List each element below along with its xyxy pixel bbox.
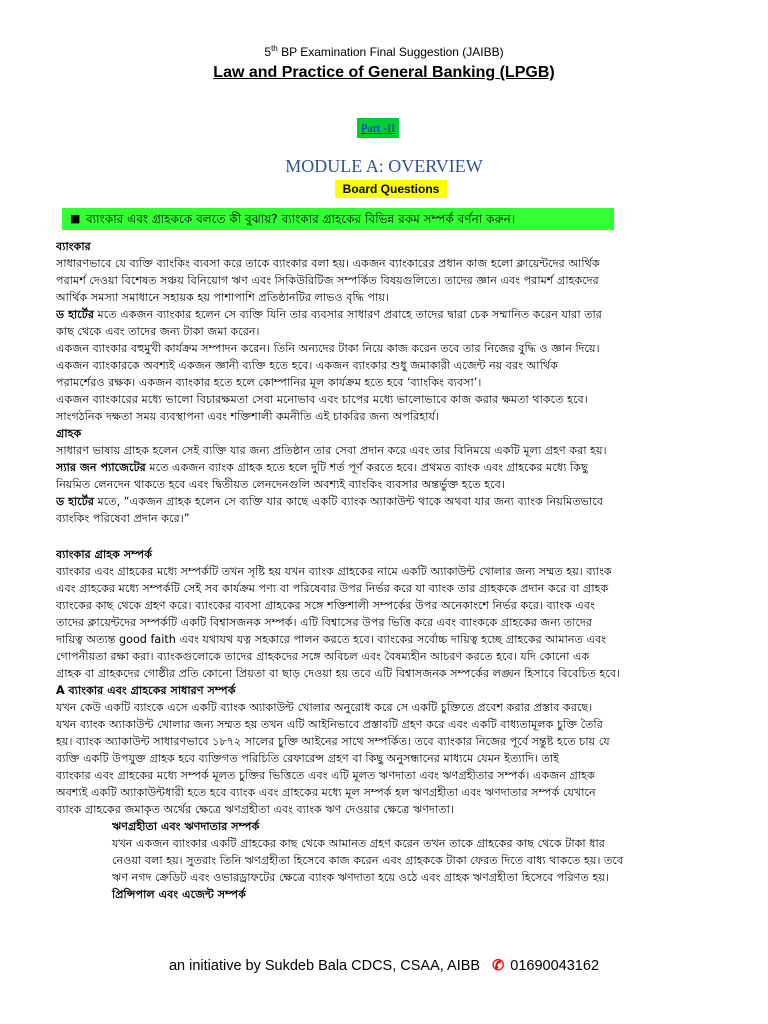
paragraph-line: ব্যাংকার এবং গ্রাহকের মধ্যে সম্পর্ক মূলত চুক্তির ভিত্তিতে এবং এটি মূলত ঋণদাতা এবং ঋণগ্রহীতার সম্পর্ক। একজন গ্রাহক <box>56 769 595 782</box>
footer <box>0 958 768 974</box>
paragraph-line: ব্যক্তি একটি উপযুক্ত গ্রাহক হবে ব্যক্তিগত পরিচিতি রেফারেন্স গ্রহণ বা কিছু অনুসন্ধানের মাধ্যমে যেমন ইত্যাদি। তাই <box>56 752 559 765</box>
exam-subtitle: 5th BP Examination Final Suggestion (JAIBB) <box>264 44 504 59</box>
paragraph-line: অবশ্যই একটি অ্যাকাউন্টধারী হতে হবে ব্যাংক এবং গ্রাহকের মধ্যে মূল সম্পর্ক হল ঋণগ্রহীতা এবং ঋণদাতার সম্পর্ক যেখানে <box>56 786 596 799</box>
paragraph-line: যখন কেউ একটি ব্যাংকে এসে একটি ব্যাংক অ্যাকাউন্ট খোলার অনুরোধ করে সে একটি চুক্তিতে প্রবেশ করার প্রস্তাব করছে। <box>56 701 593 714</box>
phone-icon: ✆ <box>492 958 505 974</box>
paragraph-line: কাছ থেকে এবং তাদের জন্য টাকা জমা করেন। <box>56 325 260 338</box>
paragraph-line: দায়িত্ব অত্যন্ত good faith এবং যথাযথ যত্ন সহকারে পালন করতে হবে। ব্যাংকের সর্বোচ্চ দায়িত্ব হচ্ছে গ্রাহকের আমানত এবং <box>56 633 607 646</box>
relation-heading: ব্যাংকার গ্রাহক সম্পর্ক <box>56 548 153 561</box>
paragraph-line: ব্যাংক গ্রাহকের জমাকৃত অর্থের ক্ষেত্রে ঋণগ্রহীতা এবং ব্যাংক ঋণ দেওয়ার ক্ষেত্রে ঋণদাতা। <box>56 803 454 816</box>
bullet-icon: ■ <box>70 212 81 225</box>
paragraph-line: ব্যাংকার এবং গ্রাহকের মধ্যে সম্পর্কটি তখন সৃষ্টি হয় যখন ব্যাংক গ্রাহকের নামে একটি অ্যাকাউন্ট খোলার জন্য সম্মত হয়। ব্যাংক <box>56 565 612 578</box>
question-text: ব্যাংকার এবং গ্রাহককে বলতে কী বুঝায়? ব্যাংকার গ্রাহকের বিভিন্ন রকম সম্পর্ক বর্ণনা করুন। <box>86 212 516 226</box>
paragraph-line: ঋণ নগদ ক্রেডিট এবং ওভারড্রাফটের ক্ষেত্রে ব্যাংক ঋণদাতা হয়ে ওঠে এবং গ্রাহক ঋণগ্রহীতা হিসেবে পরিণত হয়। <box>112 871 609 884</box>
footer-phone: 01690043162 <box>510 958 600 974</box>
paragraph-line: সাংগঠনিক দক্ষতা সময় ব্যবস্থাপনা এবং শক্তিশালী কমনীতি এই চাকরির জন্য অপরিহার্য। <box>56 410 439 423</box>
course-title: Law and Practice of General Banking (LPGB) <box>213 64 555 81</box>
paragraph-line: গোপনীয়তা রক্ষা করা। ব্যাংকগুলোকে তাদের গ্রাহকদের সঙ্গে অবিচল এবং বৈষম্যহীন আচরণ করতে হবে। যদি কোনো এক <box>56 650 590 663</box>
paragraph-line: সাধারণ ভাষায় গ্রাহক হলেন সেই ব্যক্তি যার জন্য প্রতিষ্ঠান তার সেবা প্রদান করে এবং তার বিনিময়ে একটি মূল্য গ্রহণ করা হয়। <box>56 444 607 457</box>
paragraph-line: ড হার্টের মতে একজন ব্যাংকার হলেন সে ব্যক্তি যিনি তার ব্যবসার সাধারণ প্রবাহে তাদের দ্বারা চেক সম্মানিত করেন যারা তার <box>56 308 602 321</box>
paragraph-line: স্যার জন প্যাজেটের মতে একজন ব্যাংক গ্রাহক হতে হলে দুটি শর্ত পূর্ণ করতে হবে। প্রথমত ব্যাংক এবং গ্রাহকের মধ্যে কিছু <box>56 461 588 474</box>
paragraph-line: একজন ব্যাংকারের মধ্যে ভালো বিচারক্ষমতা সেবা মনোভাব এবং চাপের মধ্যে ভালোভাবে কাজ করার ক্ষমতা থাকতে হবে। <box>56 393 588 406</box>
banker-section <box>56 238 728 527</box>
paragraph-line: পরামর্শেরও রক্ষক। একজন ব্যাংকার হতে হলে কোম্পানির মূল কার্যক্রম হতে হবে ‘ব্যাংকিং ব্যবসা’। <box>56 376 482 389</box>
debtor-creditor-heading: ঋণগ্রহীতা এবং ঋণদাতার সম্পর্ক <box>112 820 260 833</box>
paragraph-line: ব্যাংকিং পরিষেবা প্রদান করে।” <box>56 512 190 525</box>
principal-agent-heading: প্রিন্সিপাল এবং এজেন্ট সম্পর্ক <box>112 888 246 901</box>
paragraph-line: নিয়মিত লেনদেন থাকতে হবে এবং দ্বিতীয়ত লেনদেনগুলি অবশ্যই ব্যাংকিং ব্যবসার অন্তর্ভুক্ত হতে হবে। <box>56 478 505 491</box>
paragraph-line: আর্থিক সমস্যা সমাধানে সহায়ক হয় পাশাপাশি প্রতিষ্ঠানটির লাভও বৃদ্ধি পায়। <box>56 291 389 304</box>
hart2-name: ড হার্টের <box>56 495 94 508</box>
paragraph-line: একজন ব্যাংকার বহুমুখী কার্যক্রম সম্পাদন করেন। তিনি অন্যদের টাকা নিয়ে কাজ করেন তবে তার নিজের বুদ্ধি ও জ্ঞান দিয়ে। <box>56 342 600 355</box>
paragraph-line: তাদের ক্লায়েন্টদের সম্পর্কটি একটি বিশ্বাসজনক সম্পর্ক। এটি বিশ্বাসের উপর ভিত্তি করে এবং ব্যাংককে গ্রাহকের জন্য তাদের <box>56 616 593 629</box>
paragraph-line: ড হার্টের মতে, “একজন গ্রাহক হলেন সে ব্যক্তি যার কাছে একটি ব্যাংক অ্যাকাউন্ট থাকে অথবা যার জন্য ব্যাংক নিয়মিতভাবে <box>56 495 603 508</box>
banker-heading: ব্যাংকার <box>56 240 91 253</box>
customer-heading: গ্রাহক <box>56 427 82 440</box>
footer-credit: an initiative by Sukdeb Bala CDCS, CSAA, AIBB <box>168 958 481 974</box>
paragraph-line: পরামর্শ দেওয়া বিশেষত সঞ্চয় বিনিয়োগ ঋণ এবং সিকিউরিটিজ সম্পর্কিত বিষয়গুলিতে। তাদের জ্ঞান এবং পরামর্শ গ্রাহকদের <box>56 274 599 287</box>
paragraph-line: যখন ব্যাংক অ্যাকাউন্ট খোলার জন্য সম্মত হয় তখন এটি আইনিভাবে প্রস্তাবটি গ্রহণ করে এবং একটি বাধ্যতামূলক চুক্তি তৈরি <box>56 718 603 731</box>
paragraph-line: নেওয়া বলা হয়। সুতরাং তিনি ঋণগ্রহীতা হিসেবে কাজ করেন এবং গ্রাহককে টাকা ফেরত দিতে বাধ্য থাকতে হয়। তবে <box>112 854 624 867</box>
general-relation-heading: A ব্যাংকার এবং গ্রাহকের সাধারণ সম্পর্ক <box>56 684 236 697</box>
paragraph-line: গ্রাহক বা গ্রাহকদের গোষ্ঠীর প্রতি কোনো প্রিয়তা বা ছাড় দেওয়া হয় তবে এটি বিশ্বাসজনক সম্পর্কের লঙ্ঘন হিসাবে বিবেচিত হবে। <box>56 667 621 680</box>
paragraph-line: হয়। ব্যাংক অ্যাকাউন্ট সাধারণভাবে ১৮৭২ সালের চুক্তি আইনের সাথে সম্পর্কিত। তবে ব্যাংকার নিজের পূর্বে সন্তুষ্ট হতে চায় যে <box>56 735 610 748</box>
paget-name: স্যার জন প্যাজেটের <box>56 461 146 474</box>
relation-section <box>56 546 728 903</box>
question-banner <box>62 208 614 230</box>
paragraph-line: সাধারণভাবে যে ব্যক্তি ব্যাংকিং ব্যবসা করে তাকে ব্যাংকার বলা হয়। একজন ব্যাংকারের প্রধান কাজ হলো ক্লায়েন্টদের আর্থিক <box>56 257 600 270</box>
paragraph-line: যখন একজন ব্যাংকার একটি গ্রাহকের কাছ থেকে আমানত গ্রহণ করেন তখন তাকে গ্রাহকের কাছ থেকে টাকা ধার <box>112 837 605 850</box>
paragraph-line: একজন ব্যাংকারকে অবশ্যই একজন জ্ঞানী ব্যক্তি হতে হবে। একজন ব্যাংকার শুধু জমাকারী এজেন্ট নয় বরং আর্থিক <box>56 359 558 372</box>
paragraph-line: এবং গ্রাহকের মধ্যে সম্পর্কটি সেই সব কার্যক্রম পণ্য বা পরিষেবার উপর নির্ভর করে যা ব্যাংক তার গ্রাহককে প্রদান করে বা গ্রাহক <box>56 582 609 595</box>
module-title: MODULE A: OVERVIEW <box>285 156 483 176</box>
hart-name: ড হার্টের <box>56 308 94 321</box>
part-label: Part -II <box>357 118 399 138</box>
paragraph-line: ব্যাংকের কাছ থেকে গ্রহণ করে। ব্যাংকের ব্যবসা গ্রাহকের সঙ্গে শক্তিশালী সম্পর্কের উপর অনেকাংশে নির্ভর করে। ব্যাংক এবং <box>56 599 595 612</box>
board-questions-label: Board Questions <box>335 180 447 198</box>
